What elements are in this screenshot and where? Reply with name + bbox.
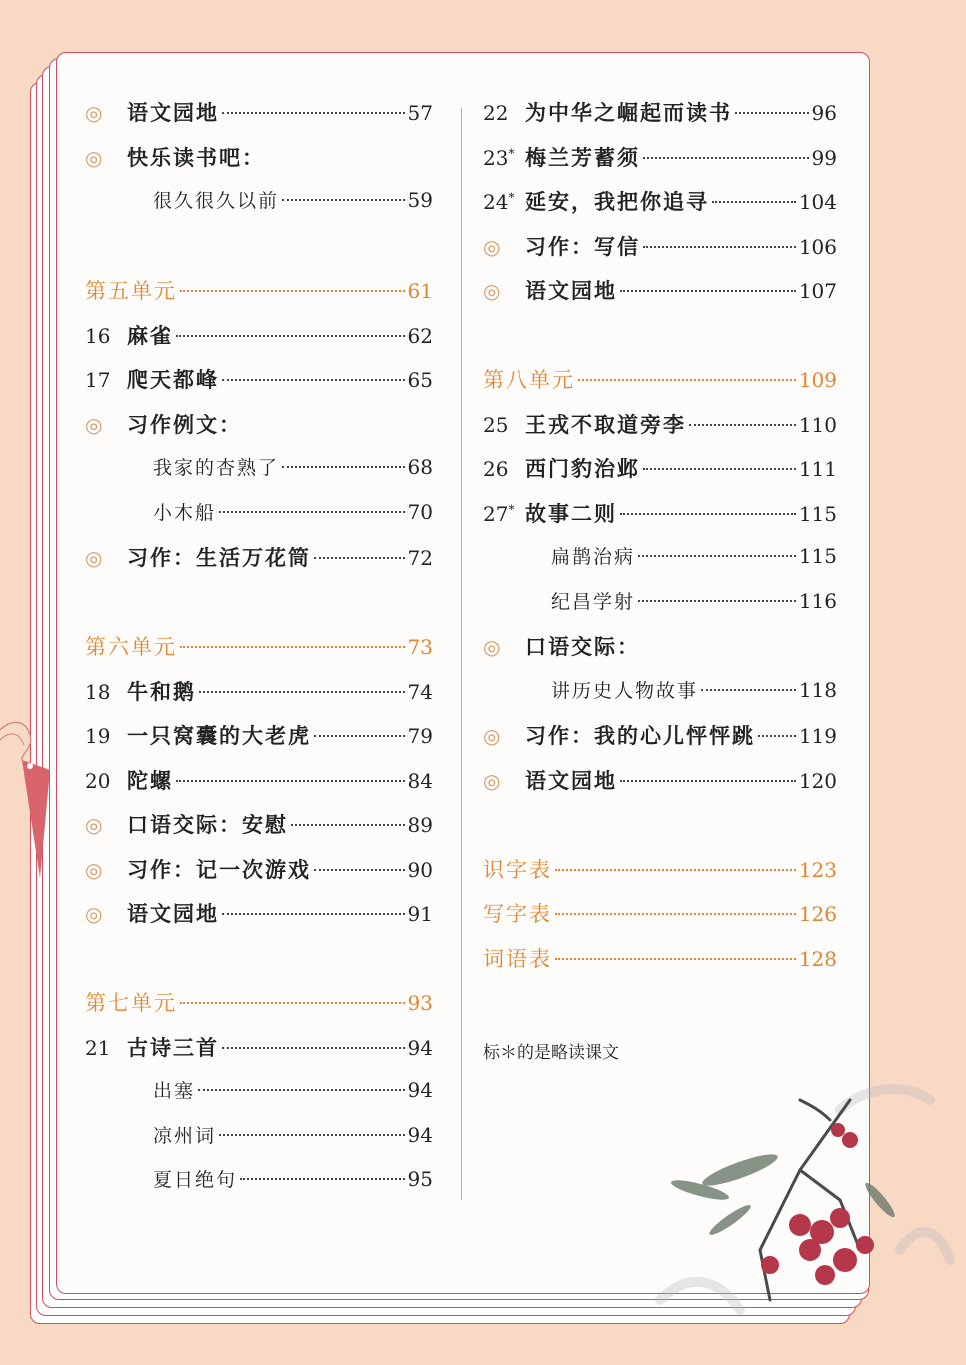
dot-leader (180, 646, 405, 648)
toc-entry[interactable] (85, 1121, 433, 1166)
page-number: 74 (407, 679, 433, 704)
page-number: 104 (798, 190, 837, 214)
entry-title: 语文园地 (127, 100, 219, 125)
toc-unit-heading[interactable] (483, 854, 837, 899)
page-number: 89 (407, 813, 433, 837)
dot-leader (176, 335, 405, 337)
page-number: 70 (407, 499, 433, 524)
entry-title: 夏日绝句 (153, 1169, 238, 1191)
toc-left-column (85, 97, 433, 1210)
page-number: 84 (407, 768, 433, 793)
page-number: 61 (407, 279, 433, 303)
lesson-number: 22 (483, 101, 509, 125)
entry-title: 牛和鹅 (127, 678, 196, 704)
dot-leader (291, 824, 405, 826)
toc-entry[interactable] (483, 587, 837, 632)
toc-right-column (483, 97, 837, 987)
page-number: 118 (798, 677, 837, 702)
toc-entry[interactable] (85, 142, 433, 187)
entry-title: 梅兰芳蓄须 (525, 144, 640, 170)
entry-title: 习作：记一次游戏 (127, 856, 311, 882)
page-number: 128 (798, 946, 837, 971)
toc-entry[interactable] (483, 498, 837, 543)
section-gap (85, 943, 433, 988)
entry-title: 凉州词 (153, 1124, 217, 1147)
entry-title: 出塞 (153, 1080, 196, 1102)
page-number: 94 (407, 1035, 433, 1060)
entry-title: 爬天都峰 (127, 367, 219, 392)
bookmark-tag-icon (0, 700, 60, 880)
page-number: 110 (798, 412, 837, 437)
page-number: 115 (798, 501, 837, 526)
toc-entry[interactable] (85, 809, 433, 854)
dot-leader (638, 600, 796, 602)
page-number: 116 (798, 588, 837, 613)
column-divider (461, 108, 462, 1200)
dot-leader (222, 1047, 405, 1049)
page-number: 109 (798, 368, 837, 392)
entry-title: 为中华之崛起而读书 (525, 100, 732, 125)
page-number: 79 (407, 724, 433, 748)
toc-entry[interactable] (85, 720, 433, 765)
entry-title: 陀螺 (127, 767, 173, 793)
entry-title: 我家的杏熟了 (153, 457, 280, 479)
section-gap (483, 320, 837, 365)
berry-branch-painting (600, 1050, 966, 1365)
page-number: 91 (407, 902, 433, 926)
skim-reading-star: * (508, 190, 515, 205)
toc-entry[interactable] (483, 720, 837, 765)
dot-leader (689, 424, 796, 426)
page-number: 90 (407, 857, 433, 882)
circle-mark-icon: ◎ (483, 724, 501, 748)
entry-title: 很久很久以前 (153, 190, 280, 212)
entry-title: 第六单元 (85, 635, 177, 659)
dot-leader (282, 199, 405, 201)
toc-entry[interactable] (85, 676, 433, 721)
dot-leader (643, 157, 809, 159)
dot-leader (219, 511, 405, 513)
page-number: 111 (798, 457, 837, 481)
page-number: 59 (407, 188, 433, 212)
circle-mark-icon: ◎ (85, 546, 103, 570)
entry-title: 口语交际：安慰 (127, 812, 288, 837)
lesson-number: 16 (85, 323, 111, 348)
circle-mark-icon: ◎ (483, 768, 501, 793)
dot-leader (555, 958, 796, 960)
entry-title: 麻雀 (127, 322, 173, 348)
toc-entry[interactable] (483, 97, 837, 142)
toc-entry[interactable] (483, 765, 837, 810)
toc-entry[interactable] (85, 542, 433, 587)
circle-mark-icon: ◎ (85, 813, 103, 837)
section-gap (85, 587, 433, 632)
entry-title: 第五单元 (85, 279, 177, 303)
circle-mark-icon: ◎ (483, 279, 501, 303)
toc-entry[interactable] (85, 453, 433, 498)
toc-entry[interactable] (85, 1076, 433, 1121)
footnote: 标＊的是略读课文 (483, 1043, 619, 1063)
toc-entry[interactable] (85, 97, 433, 142)
page-number: 68 (407, 455, 433, 479)
toc-entry[interactable] (85, 1032, 433, 1077)
entry-title: 王戎不取道旁李 (525, 411, 686, 437)
page-number: 65 (407, 368, 433, 392)
entry-title: 词语表 (483, 946, 552, 971)
entry-title: 习作：我的心儿怦怦跳 (525, 723, 755, 748)
toc-entry[interactable] (483, 631, 837, 676)
toc-unit-heading[interactable] (85, 987, 433, 1032)
page-number: 96 (811, 101, 837, 125)
entry-title: 识字表 (483, 857, 552, 882)
toc-entry[interactable] (85, 186, 433, 231)
page-number: 62 (407, 323, 433, 348)
toc-entry[interactable] (85, 364, 433, 409)
dot-leader (758, 735, 796, 737)
toc-entry[interactable] (85, 854, 433, 899)
entry-title: 小木船 (153, 501, 217, 524)
dot-leader (578, 379, 796, 381)
entry-title: 语文园地 (525, 278, 617, 303)
page-number: 73 (407, 635, 433, 659)
dot-leader (240, 1178, 405, 1180)
toc-entry[interactable] (85, 498, 433, 543)
entry-title: 纪昌学射 (551, 590, 636, 613)
lesson-number: 27* (483, 501, 515, 526)
toc-entry[interactable] (85, 898, 433, 943)
skim-reading-star: * (508, 145, 515, 160)
dot-leader (222, 913, 405, 915)
dot-leader (643, 468, 796, 470)
dot-leader (222, 379, 405, 381)
entry-title: 古诗三首 (127, 1034, 219, 1060)
dot-leader (712, 201, 796, 203)
page-number: 115 (798, 544, 837, 568)
circle-mark-icon: ◎ (85, 902, 103, 926)
dot-leader (222, 112, 405, 114)
toc-entry[interactable] (483, 409, 837, 454)
dot-leader (555, 869, 796, 871)
entry-title: 习作：生活万花筒 (127, 545, 311, 570)
circle-mark-icon: ◎ (85, 145, 103, 170)
dot-leader (198, 1089, 405, 1091)
page-number: 126 (798, 902, 837, 926)
skim-reading-star: * (508, 501, 515, 516)
circle-mark-icon: ◎ (85, 101, 103, 125)
toc-entry[interactable] (483, 453, 837, 498)
dot-leader (314, 557, 405, 559)
lesson-number: 17 (85, 368, 111, 392)
entry-title: 第七单元 (85, 991, 177, 1015)
page-number: 93 (407, 991, 433, 1015)
page-number: 123 (798, 857, 837, 882)
section-gap (85, 231, 433, 276)
toc-entry[interactable] (85, 1165, 433, 1210)
toc-entry[interactable] (483, 275, 837, 320)
entry-title: 故事二则 (525, 500, 617, 526)
entry-title: 一只窝囊的大老虎 (127, 723, 311, 748)
lesson-number: 25 (483, 412, 509, 437)
toc-entry[interactable] (483, 542, 837, 587)
lesson-number: 20 (85, 768, 111, 793)
page-number: 107 (798, 279, 837, 303)
toc-entry[interactable] (483, 186, 837, 231)
dot-leader (620, 290, 796, 292)
lesson-number: 23* (483, 145, 515, 170)
dot-leader (638, 555, 796, 557)
page-number: 120 (798, 768, 837, 793)
dot-leader (314, 869, 405, 871)
toc-entry[interactable] (483, 142, 837, 187)
toc-entry[interactable] (85, 320, 433, 365)
toc-entry[interactable] (85, 409, 433, 454)
entry-title: 讲历史人物故事 (551, 679, 699, 702)
entry-title: 西门豹治邺 (525, 456, 640, 481)
dot-leader (282, 466, 405, 468)
lesson-number: 18 (85, 679, 111, 704)
toc-entry[interactable] (483, 676, 837, 721)
lesson-number: 26 (483, 457, 509, 481)
entry-title: 第八单元 (483, 368, 575, 392)
toc-entry[interactable] (483, 231, 837, 276)
circle-mark-icon: ◎ (483, 635, 501, 659)
toc-unit-heading[interactable] (483, 364, 837, 409)
page-number: 106 (798, 234, 837, 259)
lesson-number: 19 (85, 724, 111, 748)
entry-title: 快乐读书吧： (127, 144, 265, 170)
entry-title: 扁鹊治病 (551, 546, 636, 568)
page-number: 99 (811, 145, 837, 170)
page-number: 94 (407, 1078, 433, 1102)
entry-title: 语文园地 (525, 767, 617, 793)
dot-leader (735, 112, 809, 114)
dot-leader (643, 246, 796, 248)
page-number: 72 (407, 546, 433, 570)
circle-mark-icon: ◎ (483, 234, 501, 259)
entry-title: 写字表 (483, 902, 552, 926)
entry-title: 习作例文： (127, 411, 242, 437)
dot-leader (555, 913, 796, 915)
circle-mark-icon: ◎ (85, 857, 103, 882)
dot-leader (620, 780, 796, 782)
toc-entry[interactable] (85, 765, 433, 810)
page-number: 95 (407, 1167, 433, 1191)
toc-unit-heading[interactable] (85, 275, 433, 320)
dot-leader (701, 689, 796, 691)
circle-mark-icon: ◎ (85, 412, 103, 437)
entry-title: 习作：写信 (525, 233, 640, 259)
toc-unit-heading[interactable] (85, 631, 433, 676)
dot-leader (176, 780, 405, 782)
lesson-number: 21 (85, 1035, 111, 1060)
lesson-number: 24* (483, 190, 515, 214)
dot-leader (620, 513, 796, 515)
entry-title: 口语交际： (525, 634, 640, 659)
entry-title: 延安，我把你追寻 (525, 189, 709, 214)
dot-leader (314, 735, 405, 737)
entry-title: 语文园地 (127, 901, 219, 926)
page-number: 119 (798, 724, 837, 748)
page-number: 94 (407, 1122, 433, 1147)
dot-leader (180, 1002, 405, 1004)
dot-leader (199, 691, 405, 693)
section-gap (483, 809, 837, 854)
dot-leader (180, 290, 405, 292)
toc-unit-heading[interactable] (483, 898, 837, 943)
dot-leader (219, 1134, 405, 1136)
toc-unit-heading[interactable] (483, 943, 837, 988)
page-number: 57 (407, 101, 433, 125)
